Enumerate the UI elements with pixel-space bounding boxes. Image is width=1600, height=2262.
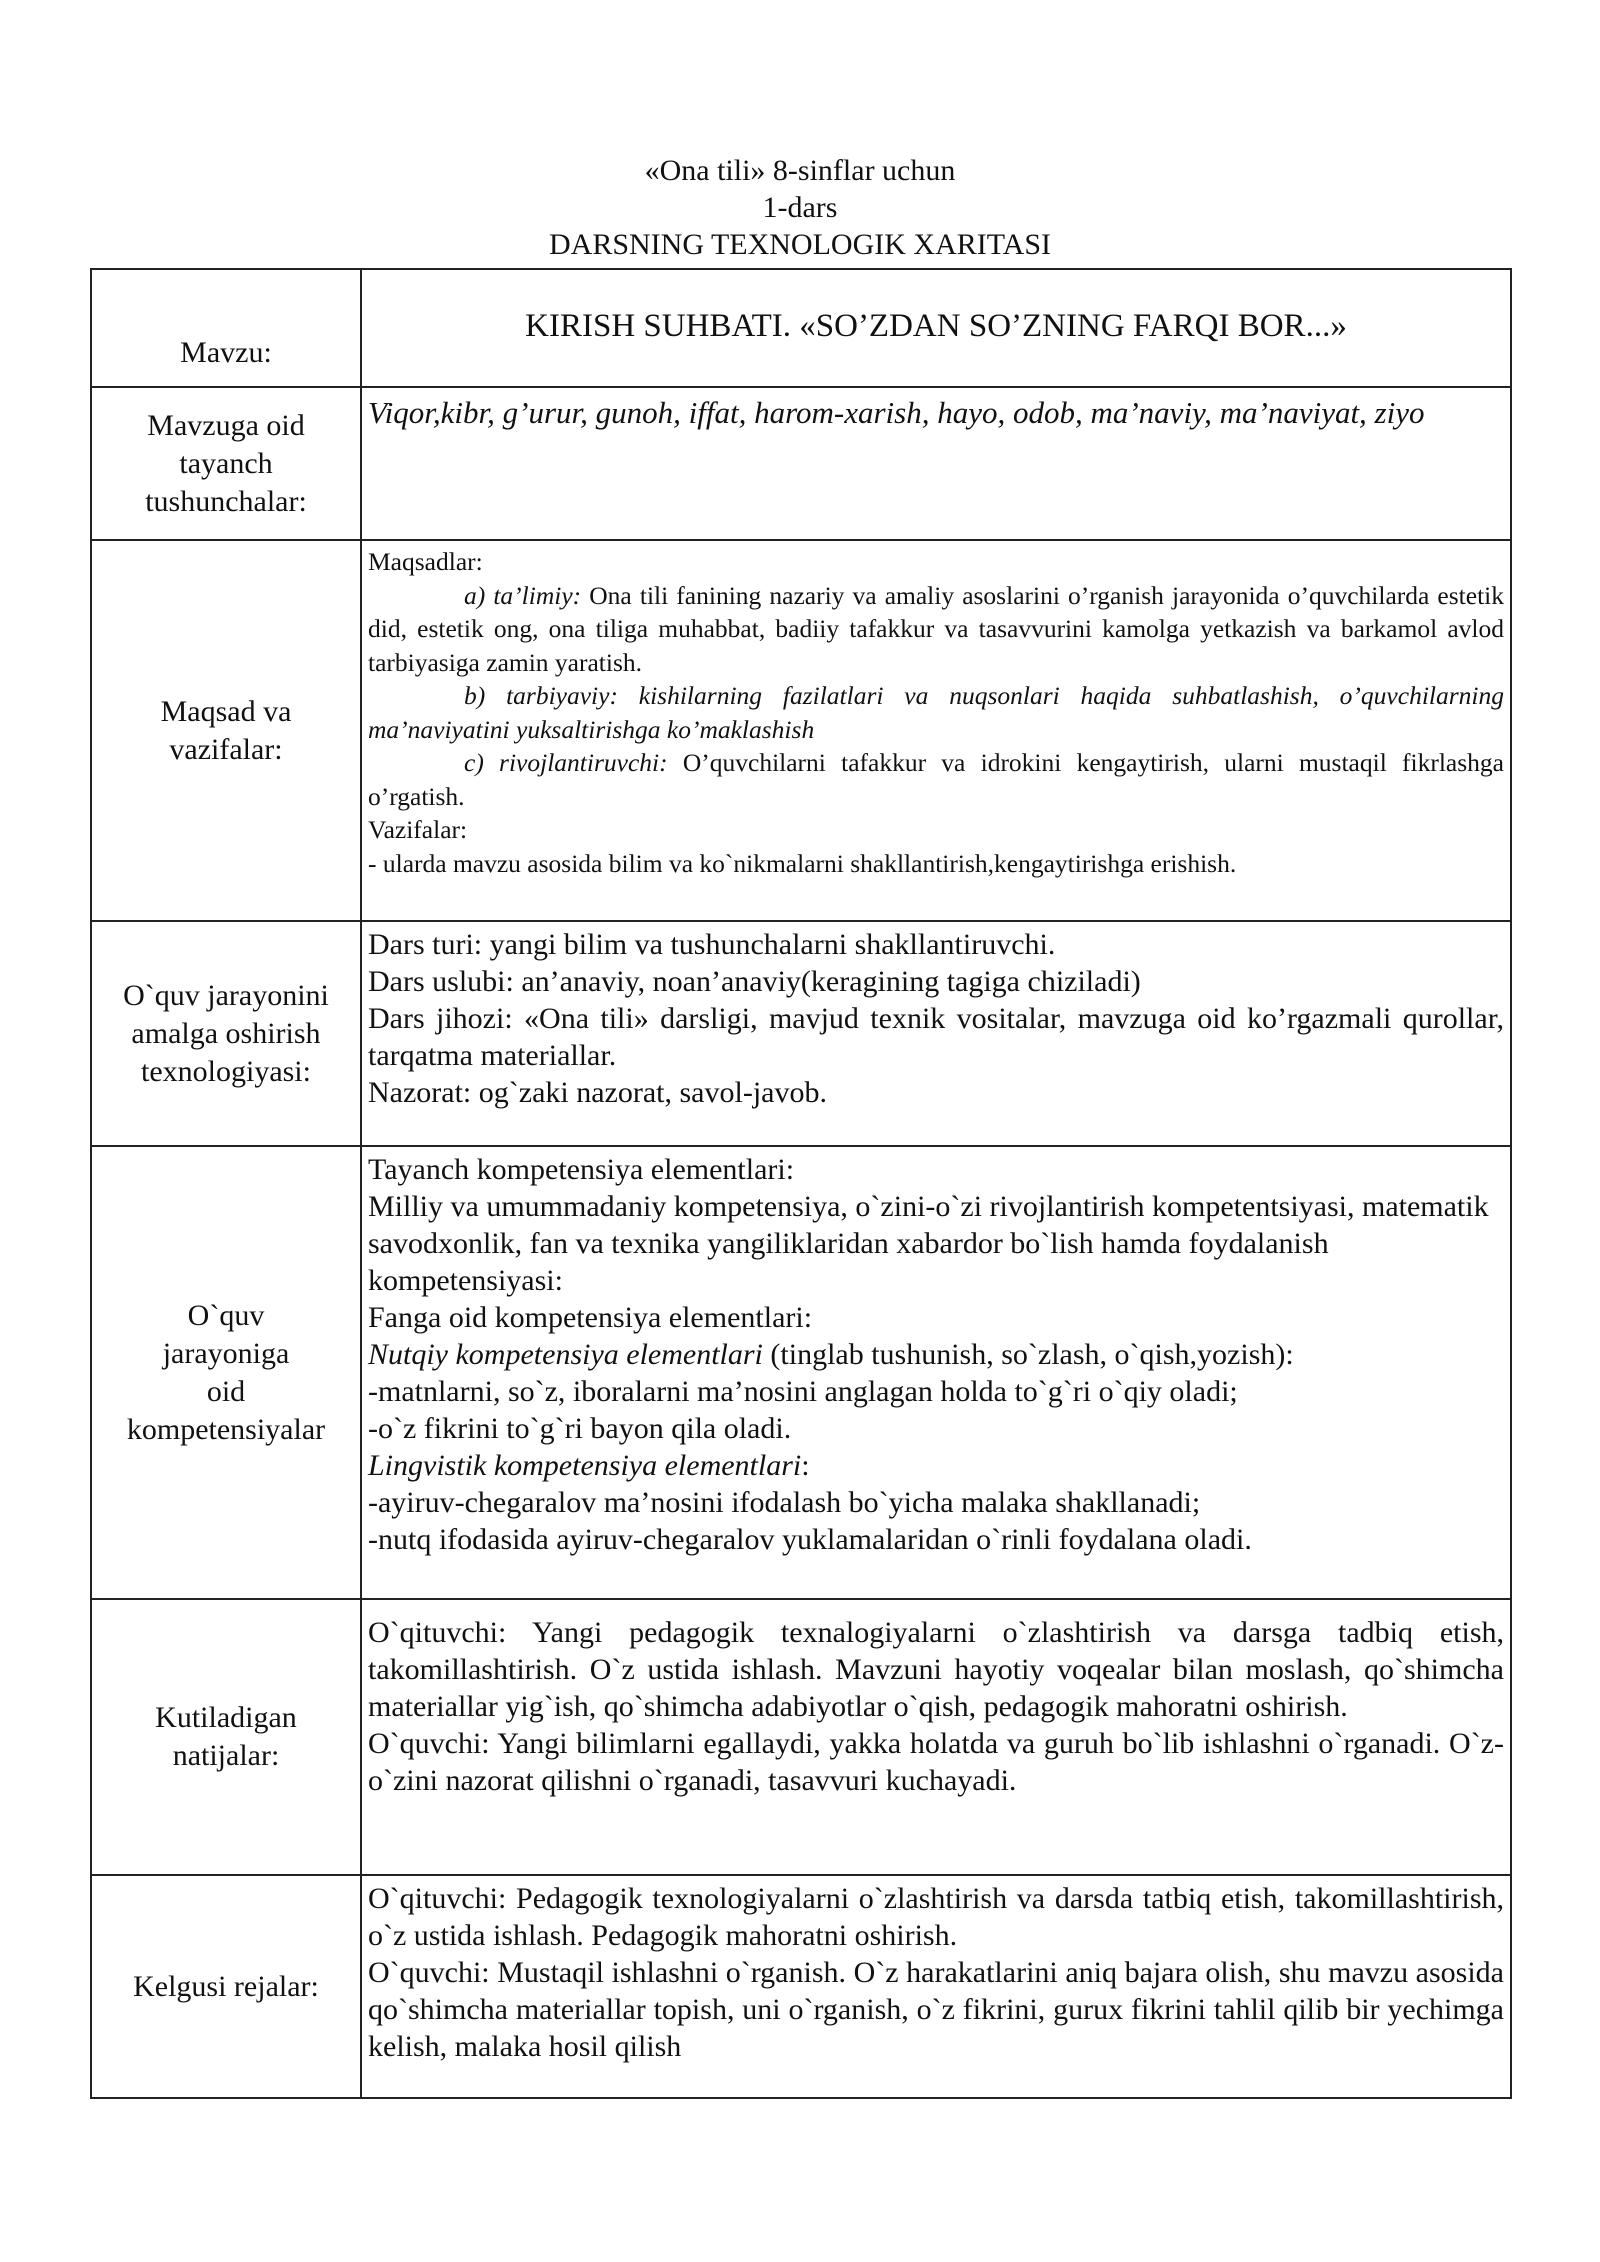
- core-competency-text: Milliy va umummadaniy kompetensiya, o`zini-o`zi rivojlantirish kompetentsiyasi, matematik savodxonlik, fan va texnika yangiliklaridan xabardor bo`lish hamda foydalanish kompetensiyasi:: [368, 1190, 1489, 1297]
- label-tushunchalar: Mavzuga oid tayanch tushunchalar:: [91, 387, 361, 540]
- lesson-number: 1-dars: [762, 191, 838, 224]
- lesson-type: Dars turi: yangi bilim va tushunchalarni shakllantiruvchi.: [368, 928, 1056, 961]
- subject-competency-heading: Fanga oid kompetensiya elementlari:: [368, 1301, 813, 1334]
- goals-heading: Maqsadlar:: [368, 547, 483, 576]
- speech-competency: Nutqiy kompetensiya elementlari (tinglab tushunish, so`zlash, o`qish,yozish):: [368, 1338, 1294, 1371]
- row-maqsad: [91, 540, 1511, 921]
- document-header: [0, 152, 1600, 263]
- label-maqsad: Maqsad va vazifalar:: [91, 540, 361, 921]
- goals-content: [361, 540, 1511, 921]
- label-rejalar: Kelgusi rejalar:: [91, 1875, 361, 2098]
- student-results: O`quvchi: Yangi bilimlarni egallaydi, yakka holatda va guruh bo`lib ishlashni o`rganadi. O`z-o`zini nazorat qilishni o`rganadi, tasavvuri kuchayadi.: [368, 1727, 1504, 1797]
- core-competency-heading: Tayanch kompetensiya elementlari:: [368, 1153, 795, 1186]
- teacher-plans: O`qituvchi: Pedagogik texnologiyalarni o`zlashtirish va darsda tatbiq etish, takomillashtirish, o`z ustida ishlash. Pedagogik mahoratni oshirish.: [368, 1882, 1504, 1952]
- technological-map-table: [90, 268, 1512, 2099]
- row-texnologiya: [91, 921, 1511, 1146]
- task-item: - ularda mavzu asosida bilim va ko`nikmalarni shakllantirish,kengaytirishga erishish.: [368, 848, 1237, 878]
- tasks-heading: Vazifalar:: [368, 815, 468, 844]
- topic-title: KIRISH SUHBATI. «SO’ZDAN SO’ZNING FARQI BOR...»: [361, 269, 1511, 387]
- row-natijalar: [91, 1599, 1511, 1875]
- competency-item: -nutq ifodasida ayiruv-chegaralov yuklamalaridan o`rinli foydalana oladi.: [368, 1523, 1252, 1556]
- lesson-method: Dars uslubi: an’anaviy, noan’anaviy(keragining tagiga chiziladi): [368, 965, 1141, 998]
- technology-content: [361, 921, 1511, 1146]
- future-plans: [361, 1875, 1511, 2098]
- subject-line: «Ona tili» 8-sinflar uchun: [644, 154, 956, 187]
- teacher-results: O`qituvchi: Yangi pedagogik texnalogiyalarni o`zlashtirish va darsga tadbiq etish, takomillashtirish. O`z ustida ishlash. Mavzuni hayotiy voqealar bilan moslash, qo`shimcha materiallar yig`ish, qo`shimcha adabiyotlar o`qish, pedagogik mahoratni oshirish.: [368, 1616, 1504, 1723]
- row-rejalar: [91, 1875, 1511, 2098]
- label-texnologiya: O`quv jarayonini amalga oshirish texnologiyasi:: [91, 921, 361, 1146]
- row-tushunchalar: [91, 387, 1511, 540]
- competency-item: -matnlarni, so`z, iboralarni ma’nosini anglagan holda to`g`ri o`qiy oladi;: [368, 1375, 1238, 1408]
- competency-item: -ayiruv-chegaralov ma’nosini ifodalash bo`yicha malaka shakllanadi;: [368, 1486, 1201, 1519]
- competency-content: [361, 1146, 1511, 1599]
- row-mavzu: [91, 269, 1511, 387]
- lesson-equipment: Dars jihozi: «Ona tili» darsligi, mavjud texnik vositalar, mavzuga oid ko’rgazmali qurollar, tarqatma materiallar.: [368, 1002, 1504, 1072]
- label-kompetensiya: O`quv jarayoniga oid kompetensiyalar: [91, 1146, 361, 1599]
- label-natijalar: Kutiladigan natijalar:: [91, 1599, 361, 1875]
- linguistic-competency: Lingvistik kompetensiya elementlari:: [368, 1449, 810, 1482]
- label-mavzu: Mavzu:: [91, 269, 361, 387]
- goal-b: b) tarbiyaviy: kishilarning fazilatlari va nuqsonlari haqida suhbatlashish, o’quvchilarning ma’naviyatini yuksaltirishga ko’maklashish: [368, 681, 1504, 744]
- competency-item: -o`z fikrini to`g`ri bayon qila oladi.: [368, 1412, 792, 1445]
- student-plans: O`quvchi: Mustaqil ishlashni o`rganish. O`z harakatlarini aniq bajara olish, shu mavzu asosida qo`shimcha materiallar topish, uni o`rganish, o`z fikrini, gurux fikrini tahlil qilib bir yechimga kelish, malaka hosil qilish: [368, 1956, 1504, 2063]
- expected-results: [361, 1599, 1511, 1875]
- key-concepts: Viqor,kibr, g’urur, gunoh, iffat, harom-xarish, hayo, odob, ma’naviy, ma’naviyat, ziyo: [361, 387, 1511, 540]
- document-title: DARSNING TEXNOLOGIK XARITASI: [548, 228, 1052, 261]
- row-kompetensiya: [91, 1146, 1511, 1599]
- lesson-control: Nazorat: og`zaki nazorat, savol-javob.: [368, 1076, 827, 1109]
- goal-a: a) ta’limiy: Ona tili fanining nazariy va amaliy asoslarini o’rganish jarayonida o’quvchilarda estetik did, estetik ong, ona tiliga muhabbat, badiiy tafakkur va tasavvurini kamolga yetkazish va barkamol avlod tarbiyasiga zamin yaratish.: [368, 580, 1504, 677]
- goal-c: c) rivojlantiruvchi: O’quvchilarni tafakkur va idrokini kengaytirish, ularni mustaqil fikrlashga o’rgatish.: [368, 748, 1504, 811]
